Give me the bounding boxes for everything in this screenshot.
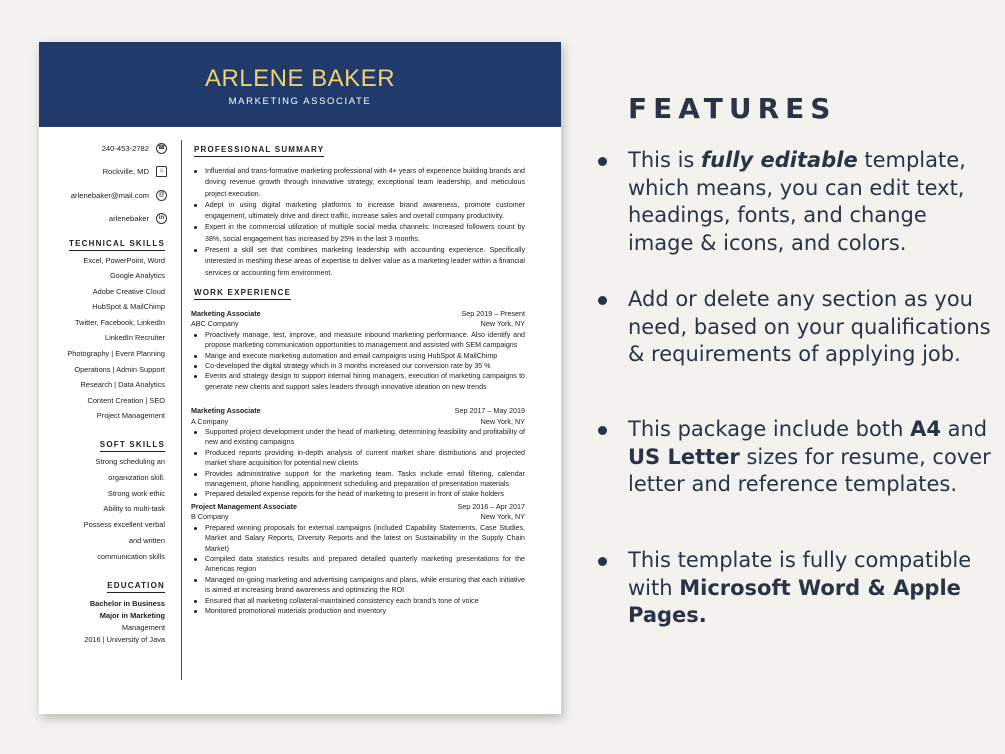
job-entry [191, 406, 525, 500]
job-dates: Sep 2016 – Apr 2017 [457, 501, 525, 511]
degree-year-school: 2016 | University of Java [84, 634, 165, 644]
feature-emphasis: US Letter [628, 444, 740, 469]
feature-item-sizes: This package include both A4 and US Letter sizes for resume, cover letter and reference templates. [596, 416, 996, 499]
job-title: Marketing Associate [191, 406, 261, 416]
contact-linkedin-text: arlenebaker [108, 214, 149, 223]
list-item: communication skills [97, 551, 165, 561]
summary-heading: PROFESSIONAL SUMMARY [194, 145, 324, 157]
contact-linkedin [39, 213, 181, 225]
contact-phone-text: 240-453-2782 [101, 143, 149, 153]
contact-location-text: Rockville, MD [102, 167, 149, 176]
list-item: LinkedIn Recruiter [105, 333, 165, 343]
phone-icon: ☎ [156, 143, 167, 154]
home-icon: ⌂ [156, 166, 167, 177]
feature-emphasis: A4 [910, 417, 941, 441]
list-item: Prepared detailed expense reports for the head of marketing to present in front of stake holders [191, 489, 525, 499]
soft-skills-list [39, 454, 181, 565]
list-item: Photography | Event Planning [67, 349, 165, 359]
feature-item-compatible: This template is fully compatible with Microsoft Word & Apple Pages. [596, 547, 996, 630]
resume-main [191, 139, 525, 616]
contact-email-text: arlenebaker@mail.com [70, 190, 149, 200]
list-item: Proactively manage, test, improve, and measure inbound marketing performance. Also identify and propose marketing communication opportunities to management and assisted with SEM campaigns [191, 330, 525, 351]
list-item: Provides administrative support for the marketing team. Tasks include email filtering, calendar management, phone handling, appointment scheduling and preparation of presentation materials [191, 469, 525, 490]
list-item: HubSpot & MailChimp [92, 302, 165, 312]
list-item: Managed on-going marketing and advertising campaigns and plans, while ensuring that each initiative is aimed at increasing brand awareness and optimizing the ROI [191, 575, 525, 596]
list-item: Content Creation | SEO [87, 395, 165, 405]
technical-skills-heading: TECHNICAL SKILLS [39, 239, 181, 248]
list-item: organization skill. [108, 472, 165, 482]
features-title: FEATURES [628, 92, 837, 125]
job-bullets [191, 330, 525, 392]
education-list [39, 598, 181, 646]
soft-skills-heading: SOFT SKILLS [39, 440, 181, 449]
resume-header [39, 42, 561, 127]
list-item: Co-developed the digital strategy which in 3 months increased our conversion rate by 35 % [191, 361, 525, 371]
resume-sheet [39, 42, 561, 714]
list-item: Produced reports providing in-depth analysis of current market share distributions and projected market share acquisition for potential new clients [191, 448, 525, 469]
resume-name: ARLENE BAKER [204, 65, 396, 92]
list-item: Adobe Creative Cloud [92, 286, 165, 296]
list-item: Adept in using digital marketing platforms to increase brand awareness, promote customer engagement, ultimately drive and direct traffic, increase sales and overall company productivity. [191, 200, 525, 223]
list-item: and written [128, 536, 165, 546]
contact-location [39, 166, 181, 178]
job-company: A Company [191, 416, 229, 426]
job-entry [191, 502, 525, 616]
list-item: Possess excellent verbal [83, 520, 165, 530]
job-company: B Company [191, 512, 229, 522]
feature-emphasis: fully editable [701, 148, 858, 172]
contact-phone [39, 142, 181, 154]
list-item: Prepared winning proposals for external campaigns (included Capability Statements, Case Studies, Market and Salary Reports, Diversity Reports and the latest on Sustainability in the Supply Chain Market) [191, 523, 525, 554]
list-item: Strong scheduling an [95, 457, 165, 467]
job-company: ABC Company [191, 319, 239, 329]
list-item: Influential and trans-formative marketing professional with 4+ years of experience building brands and driving revenue growth through innovative strategy, exceptional team leadership, and meticulous project execution. [191, 166, 525, 200]
job-title: Marketing Associate [191, 308, 261, 318]
list-item: Events and strategy design to support internal hiring managers, execution of marketing campaigns to generate new clients and support sales leaders through innovative ideation on new trends [191, 371, 525, 392]
list-item: Compiled data statistics results and prepared detailed quarterly marketing presentations for the Americas region [191, 554, 525, 575]
list-item: Excel, PowerPoint, Word [83, 255, 165, 265]
list-item: Ensured that all marketing collateral-maintained consistency each brand’s tone of voice [191, 596, 525, 606]
list-item: Expert in the commercial utilization of multiple social media channels: Increased followers count by 38%, social engagement has increased by 25% in the last 3 months. [191, 222, 525, 245]
feature-emphasis: Microsoft Word & Apple Pages. [628, 575, 961, 627]
list-item: Research | Data Analytics [80, 380, 165, 390]
feature-item-editable: This is fully editable template, which means, you can edit text, headings, fonts, and change image & icons, and colors. [596, 147, 996, 257]
list-item: Supported project development under the head of marketing, determining feasibility and profitability of new and existing campaigns [191, 427, 525, 448]
feature-item-sections: Add or delete any section as you need, based on your qualifications & requirements of applying job. [596, 286, 996, 369]
list-item: Strong work ethic [107, 488, 165, 498]
job-location: New York, NY [480, 319, 525, 329]
job-bullets [191, 523, 525, 617]
education-heading: EDUCATION [39, 581, 181, 590]
contact-email [39, 189, 181, 201]
list-item: Present a skill set that combines marketing leadership with accounting experience. Specifically interested in meshing these areas of expertise to deliver value as a marketing leader within a financial services or accounting firm environment. [191, 245, 525, 279]
job-location: New York, NY [480, 416, 525, 426]
column-divider [181, 140, 182, 680]
technical-skills-list [39, 253, 181, 425]
list-item: Twitter, Facebook, LinkedIn [75, 317, 165, 327]
degree-line: Major in Marketing [99, 610, 165, 620]
linkedin-icon: in [156, 213, 167, 224]
resume-role: MARKETING ASSOCIATE [228, 96, 372, 107]
experience-heading: WORK EXPERIENCE [194, 288, 291, 300]
job-title: Project Management Associate [191, 501, 297, 511]
resume-sidebar [39, 142, 181, 646]
degree-line: Bachelor in Business [89, 598, 165, 608]
list-item: Operations | Admin Support [74, 364, 165, 374]
job-dates: Sep 2019 – Present [461, 308, 525, 318]
summary-list [191, 166, 525, 279]
features-panel [596, 92, 996, 125]
list-item: Google Analytics [109, 271, 165, 281]
job-bullets [191, 427, 525, 500]
list-item: Mange and execute marketing automation and email campaigns using HubSpot & MailChimp [191, 351, 525, 361]
list-item: Project Management [96, 411, 165, 421]
degree-field: Management [121, 622, 165, 632]
job-location: New York, NY [480, 512, 525, 522]
job-dates: Sep 2017 – May 2019 [454, 406, 525, 416]
job-entry [191, 309, 525, 392]
list-item: Monitored promotional materials production and inventory [191, 606, 525, 616]
list-item: Ability to multi-task [103, 504, 165, 514]
at-icon: @ [156, 190, 167, 201]
